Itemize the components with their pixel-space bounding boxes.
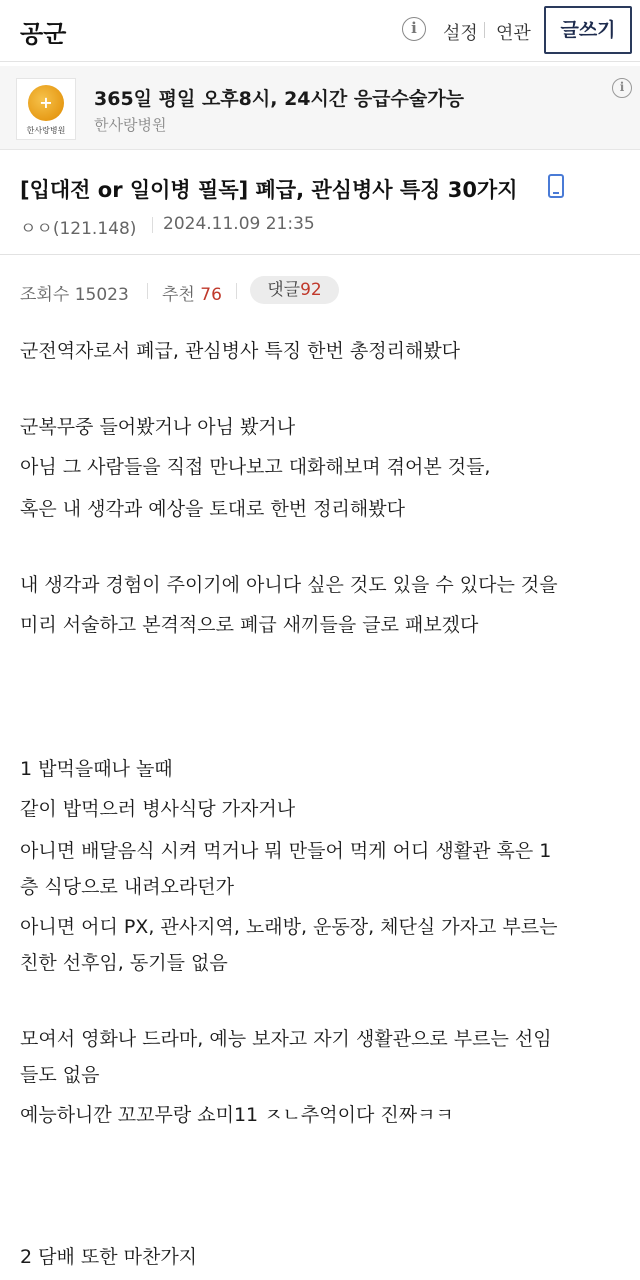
settings-link[interactable]: 설정 bbox=[443, 23, 478, 44]
top-header bbox=[0, 0, 640, 62]
body-line: 아니면 어디 PX, 관사지역, 노래방, 운동장, 체단실 가자고 부르는 bbox=[20, 916, 558, 938]
body-line: 친한 선후임, 동기들 없음 bbox=[20, 952, 228, 974]
body-line: 1 밥먹을때나 놀때 bbox=[20, 758, 173, 780]
comments-value: 92 bbox=[300, 280, 322, 300]
body-line: 들도 없음 bbox=[20, 1064, 100, 1086]
mobile-icon bbox=[548, 174, 564, 198]
body-line: 아님 그 사람들을 직접 만나보고 대화해보며 겪어본 것들, bbox=[20, 456, 491, 478]
ad-banner[interactable] bbox=[0, 66, 640, 150]
post-date: 2024.11.09 21:35 bbox=[163, 214, 315, 234]
header-divider bbox=[484, 22, 485, 38]
body-line: 내 생각과 경험이 주이기에 아니다 싶은 것도 있을 수 있다는 것을 bbox=[20, 574, 558, 596]
recommend-value: 76 bbox=[200, 285, 222, 305]
body-line: 층 식당으로 내려오라던가 bbox=[20, 876, 234, 898]
view-count bbox=[20, 280, 129, 305]
body-line: 예능하니깐 꼬꼬무랑 쇼미11 ㅈㄴ추억이다 진짜ㅋㅋ bbox=[20, 1104, 454, 1126]
stat-divider bbox=[236, 283, 237, 299]
views-value: 15023 bbox=[74, 285, 129, 305]
comment-count-button[interactable] bbox=[250, 276, 339, 304]
meta-divider bbox=[152, 217, 153, 233]
body-line: 군복무중 들어봤거나 아님 봤거나 bbox=[20, 416, 296, 438]
body-line: 군전역자로서 폐급, 관심병사 특징 한번 총정리해봤다 bbox=[20, 340, 461, 362]
body-line: 아니면 배달음식 시켜 먹거나 뭐 만들어 먹게 어디 생활관 혹은 1 bbox=[20, 840, 552, 862]
post-title: [입대전 or 일이병 필독] 폐급, 관심병사 특징 30가지 bbox=[20, 178, 518, 202]
ad-logo-text: 한사랑병원 bbox=[26, 126, 66, 135]
views-label: 조회수 bbox=[20, 285, 70, 305]
comments-label: 댓글 bbox=[267, 280, 301, 300]
body-line: 혹은 내 생각과 예상을 토대로 한번 정리해봤다 bbox=[20, 498, 405, 520]
ad-advertiser: 한사랑병원 bbox=[94, 116, 167, 134]
post-author[interactable]: ㅇㅇ(121.148) bbox=[20, 219, 137, 239]
gallery-title[interactable]: 공군 bbox=[20, 20, 67, 48]
stat-divider bbox=[147, 283, 148, 299]
related-link[interactable]: 연관 bbox=[496, 23, 531, 44]
recommend-count bbox=[162, 280, 222, 305]
body-line: 같이 밥먹으러 병사식당 가자거나 bbox=[20, 798, 296, 820]
body-line: 2 담배 또한 마찬가지 bbox=[20, 1246, 198, 1268]
ad-headline[interactable]: 365일 평일 오후8시, 24시간 응급수술가능 bbox=[94, 88, 464, 110]
info-icon[interactable]: i bbox=[402, 17, 426, 41]
ad-logo bbox=[16, 78, 76, 140]
ad-info-icon[interactable]: i bbox=[612, 78, 632, 98]
header-divider-line bbox=[0, 254, 640, 255]
body-line: 모여서 영화나 드라마, 예능 보자고 자기 생활관으로 부르는 선임 bbox=[20, 1028, 552, 1050]
body-line: 미리 서술하고 본격적으로 폐급 새끼들을 글로 패보겠다 bbox=[20, 614, 479, 636]
hospital-cross-icon: + bbox=[39, 93, 53, 112]
recommend-label: 추천 bbox=[162, 285, 195, 305]
write-button[interactable]: 글쓰기 bbox=[544, 6, 632, 54]
